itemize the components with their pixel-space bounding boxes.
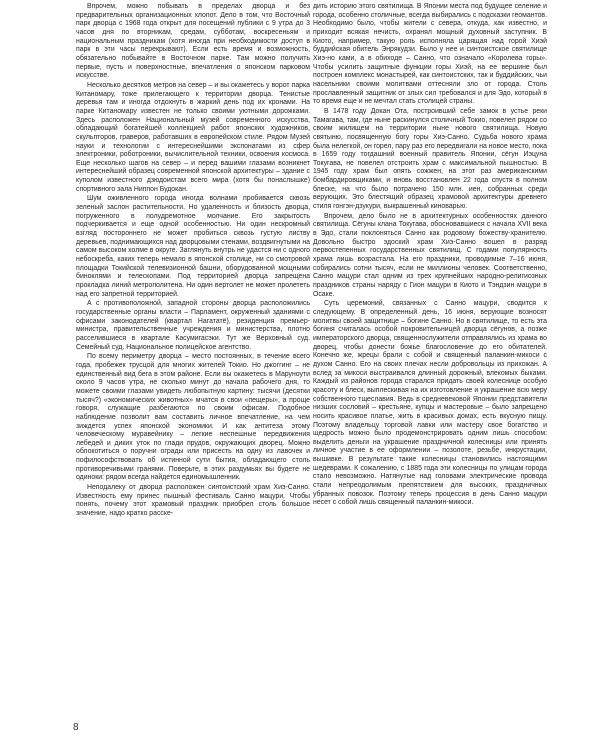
paragraph: Неподалеку от дворца расположен синтоистский храм Хиэ-Санно. Известность ему принес пышный фестиваль Санно мацури. Чтобы понять, почему этот храмовый праздник приобрел столь большое значение, надо кратко расске- (76, 484, 310, 518)
right-text-column (313, 3, 547, 508)
paragraph-continued: дить историю этого святилища. В Японии места под будущее селение и города, особенно столичные, всегда выбирались с подсказки геомантов. Необходимо было, чтобы жители с севера, откуда, как известно, и приходит всякая нечисть, охранял мощный духовный заступник. В Киото, например, такую роль исполняла царящая над горой Хиэй буддийская обитель Энрякудзи. Было у нее и синтоистское святилище Хиэ-но ками, а в обиходе – Санно, что означало «Королева горы». Чтобы усилить защитные функции горы Хиэй, на ее вершине был построен комплекс монастырей, как синтоистских, так и буддийских, чьи насельники своими молитвами оттесняли зло от города. Столь прославленный защитник от злых сил требовался и для Эдо, который в то время еще и не мечтал стать столицей страны. (313, 3, 547, 106)
paragraph: Суть церемоний, связанных с Санно мацури, сводится к следующему. В определенный день, 16 июня, верующие возносят молитвы своей защитнице – богине Санно. Но в святилище, то есть эта богиня считалась особой покровительницей дворца сёгунов, а позже императорского дворца, священнослужители отправлялись из храма во дворец, чтобы донести божье благословение до его обитателей. Конечно же, жрецы брали с собой и священный паланкин-микоси с духом Санно. Его на своих плечах несли добровольцы из прихожан. А вслед за микоси выстраивался длинный дорожный, влекомых быками. Каждый из районов города старался придать своей колеснице особую красоту и блеск, выплескивая на их изготовление и украшение всю меру собственного тщеславия. Ведь в средневековой Японии представители низших сословий – крестьяне, купцы и мастеровые – было запрещено носить красивое платье, жить в красивых домах, есть вкусную пищу. Поэтому владельцу торговой лавки или мастеру свое богатство и щедрость можно было продемонстрировать одним лишь способом: выделить деньги на украшение праздничной колесницы или принять личное участие в ее оформлении – позолоте, резьбе, инкрустации, вышивке. В результате такие колесницы становились настоящими шедеврами. К сожалению, с 1885 года эти колесницы по улицам города стало невозможно. Натянутые над головами электрические провода стали непреодолимым препятствием для высоких, праздничных убранных повозок. Поэтому теперь процессия в день Санно мацури несет с собой лишь священный паланкин-микоси. (313, 300, 547, 507)
paragraph: А с противоположной, западной стороны дворца расположились государственные органы власти – Парламент, окруженный зданиями с офисами законодателей (квартал Нагататё), резиденция премьер-министра, правительственные учреждения и министерства, плотно расселившиеся в квартале Касумигасэки. Тут же Верховный суд. Семейный суд. Национальное полицейское агентство. (76, 300, 310, 351)
paragraph: Впрочем, дело было не в архитектурных особенностях данного святилища. Сёгуны клана Токугава, обосновавшиеся с начала XVII века в Эдо, стали поклоняться Санно как родовому божеству-хранителю. Довольно быстро эдоский храм Хиэ-Санно вошел в разряд первостепенных государственных святилищ. С годами популярность храма лишь возрастала. На его праздники, проводимые 7–16 июня, собирались сотни тысяч, если не миллионы человек. Соответственно, Санно мацури стал одним из трех крупнейших народно-религиозных праздников страны наряду с Гион мацури в Киото и Тэндзин мацури в Осаке. (313, 212, 547, 298)
paragraph: Впрочем, можно побывать в пределах дворца и без предварительных организационных хлопот. Дело в том, что Восточный парк дворца с 1968 года открыт для посещений публики с 9 утра до 3 часов дня по вторникам, средам, субботам, воскресеньям и национальным праздникам (хотя иногда при необходимости доступ в парк в эти часы перекрывают). Если есть время и возможность, обязательно побывайте в Восточном парке. Там можно получить первые, пусть и поверхностные, впечатления о японском парковом искусстве. (76, 3, 310, 80)
paragraph: В 1478 году Докан Ота, построивший себе замок в устье реки Тамагава, там, где ныне раскинулся столичный Токио, повелел рядом со своим жилищем на территории ныне нового святилища. Новую святыню, посвященную богу горы Хиэ-Санно. Судьба нового храма была нелегкой, он горел, пару раз его передвигали на новое место, пока в 1659 году тогдашний военный правитель Японии, сёгун Иэцуна Токугава, не повелел отстроить храм с максимальной пышностью. В 1945 году храм был опять сожжен, на этот раз американскими бомбардировщиками, и вновь восстановлен 22 года спустя в полном блеске, на что было потрачено 150 млн. иен, собранных среди верующих. Это блестящий образец храмовой архитектуры древнего стиля гонгэн-дзукури, выкрашенный киноварью. (313, 107, 547, 211)
paragraph: Несколько десятков метров на север – и вы окажетесь у ворот парка Китаномару, тоже прилегающего к территории дворца. Тенистые деревья там и иногда отдохнуть в жаркий день под их кронами. На парке Китаномару известен не только своими уютными дорожками. Здесь расположен Национальный музей современного искусства, обладающий богатейшей коллекцией работ японских художников, скульпторов, граверов, работавших в европейском стиле. Рядом Музей науки и технологии с интереснейшими экспонатами из сфер электроники, роботроники, вычислительной техники, освоения космоса. Еще несколько шагов на север – и перед вашими глазами возникнет интереснейший образец современной японской архитектуры – здание с куполом известного дзюдоистам всего мира (хотя бы понаслышке) спортивного зала Ниппон Будокан. (76, 81, 310, 193)
paragraph: Шум оживленного города иногда волнами пробивается сквозь зеленый заслон растительности. Но удаленность и близость дворца, погруженного в полудремотное молчание. Его закрытость подчеркивается и еще одной особенностью. Ни один нескромный взгляд постороннего не может пробиться сквозь густую листву деревьев, поднимающихся над дворцовыми стенами, воздвигнутыми на самом высоком холме в округе. Заглянуть внутрь не удастся ни с одного небоскреба, каких теперь немало в японской столице, ни со смотровой площадки Токийской телевизионной башни, оборудованной мощными биноклями и телескопами. Под территорией дворца запрещена прокладка линий метрополитена. Ни один вертолет не может пролететь над его запретной территорией. (76, 195, 310, 298)
left-text-column (76, 3, 310, 519)
page-number: 8 (73, 722, 79, 733)
paragraph: По всему периметру дворца – место постоянных, в течение всего года, пробежек трусцой для многих жителей Токио. Но джоггинг – не единственный вид бега в этом районе. Если вы окажетесь в Маруноути около 9 часов утра, не сколько минут до начала рабочего дня, то можете своими глазами увидеть любопытную картину: тысячи (десятки тысяч?) «экономических животных» мчатся в свои «пещеры», а проще говоря, служащие разбегаются по своим офисам. Подобное наблюдение позволит вам составить личное впечатление, на чем зиждется успех японской экономики. И как антитеза этому человеческому муравейнику – легкие неспешные передвижения лебедей и диких уток по глади прудов, окружающих дворец. Можно облокотиться о поручни ограды или присесть на одну из лавочек и пофилософствовать об истинной сути бытия, обладающего столь противоречивыми гранями. Поверьте, в этих раздумьях вы будете не одиноки: рядом всегда найдется единомышленник. (76, 353, 310, 482)
